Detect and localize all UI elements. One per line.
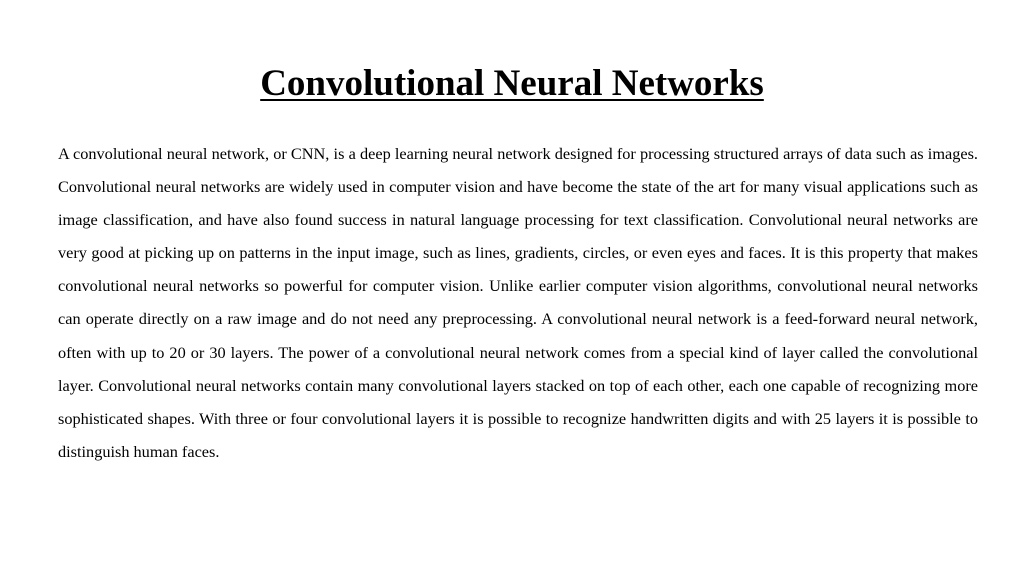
slide-body-paragraph: A convolutional neural network, or CNN, is a deep learning neural network designed for processing structured arrays of data such as images. Convolutional neural networks are widely used in computer vision and have become the state of the art for many visual applications such as image classification, and have also found success in natural language processing for text classification. Convolutional neural networks are very good at picking up on patterns in the input image, such as lines, gradients, circles, or even eyes and faces. It is this property that makes convolutional neural networks so powerful for computer vision. Unlike earlier computer vision algorithms, convolutional neural networks can operate directly on a raw image and do not need any preprocessing. A convolutional neural network is a feed-forward neural network, often with up to 20 or 30 layers. The power of a convolutional neural network comes from a special kind of layer called the convolutional layer. Convolutional neural networks contain many convolutional layers stacked on top of each other, each one capable of recognizing more sophisticated shapes. With three or four convolutional layers it is possible to recognize handwritten digits and with 25 layers it is possible to distinguish human faces. [58,144,978,461]
slide-title: Convolutional Neural Networks [260,63,764,104]
